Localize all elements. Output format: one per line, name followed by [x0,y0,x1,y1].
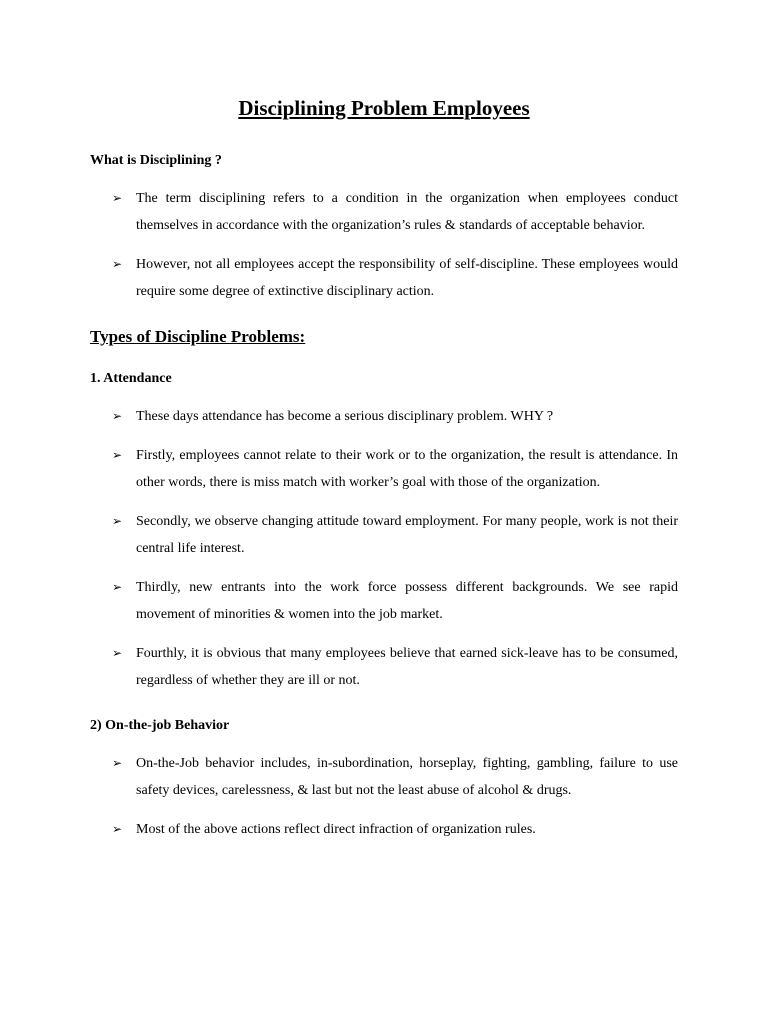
arrowhead-bullet-icon: ➢ [112,191,123,205]
bullet-text: The term disciplining refers to a condition in the organization when employees conduct themselves in accordance with the organization’s rules & standards of acceptable behavior. [136,191,678,233]
bullet-text: These days attendance has become a serious disciplinary problem. WHY ? [136,409,554,424]
bullet-list-attendance [90,403,678,694]
section-heading-what-is-disciplining: What is Disciplining ? [90,153,222,168]
arrowhead-bullet-icon: ➢ [112,756,123,770]
arrowhead-bullet-icon: ➢ [112,448,123,462]
bullet-text: Thirdly, new entrants into the work force possess different backgrounds. We see rapid movement of minorities & women into the job market. [136,580,678,622]
arrowhead-bullet-icon: ➢ [112,409,123,423]
list-item [90,750,678,804]
bullet-list-definition [90,185,678,305]
bullet-text: Most of the above actions reflect direct infraction of organization rules. [136,822,536,837]
arrowhead-bullet-icon: ➢ [112,822,123,836]
list-item [90,508,678,562]
list-item [90,574,678,628]
section-heading-types-of-discipline-problems: Types of Discipline Problems: [90,327,306,346]
section-heading-attendance: 1. Attendance [90,371,172,386]
bullet-text: On-the-Job behavior includes, in-subordination, horseplay, fighting, gambling, failure to use safety devices, carelessness, & last but not the least abuse of alcohol & drugs. [136,756,678,798]
list-item [90,640,678,694]
arrowhead-bullet-icon: ➢ [112,257,123,271]
list-item [90,403,678,430]
bullet-text: Firstly, employees cannot relate to their work or to the organization, the result is attendance. In other words, there is miss match with worker’s goal with those of the organization. [136,448,678,490]
list-item [90,185,678,239]
bullet-text: Secondly, we observe changing attitude toward employment. For many people, work is not their central life interest. [136,514,678,556]
list-item [90,816,678,843]
bullet-list-on-the-job-behavior [90,750,678,843]
document-title: Disciplining Problem Employees [238,96,530,120]
list-item [90,251,678,305]
list-item [90,442,678,496]
arrowhead-bullet-icon: ➢ [112,646,123,660]
bullet-text: However, not all employees accept the responsibility of self-discipline. These employees would require some degree of extinctive disciplinary action. [136,257,678,299]
bullet-text: Fourthly, it is obvious that many employees believe that earned sick-leave has to be consumed, regardless of whether they are ill or not. [136,646,678,688]
arrowhead-bullet-icon: ➢ [112,580,123,594]
arrowhead-bullet-icon: ➢ [112,514,123,528]
section-heading-on-the-job-behavior: 2) On-the-job Behavior [90,718,230,733]
